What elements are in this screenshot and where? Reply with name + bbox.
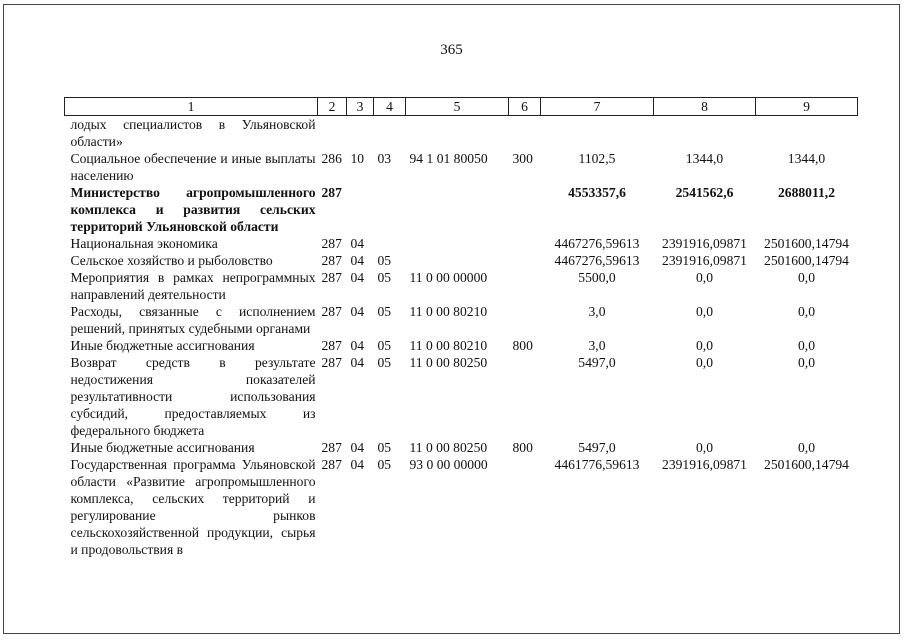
amount-col-8: 0,0 bbox=[696, 304, 713, 319]
row-name: Возврат средств в результате недостижения показателей результативности использования субсидий, предоставляемых из федерального бюджета bbox=[70, 355, 316, 438]
budget-table bbox=[64, 97, 858, 558]
column-header: 6 bbox=[509, 98, 541, 116]
table-row bbox=[65, 184, 858, 235]
target-article-code bbox=[406, 116, 509, 151]
amount-col-8: 2391916,09871 bbox=[662, 457, 747, 472]
row-name: Мероприятия в рамках непрограммных направлений деятельности bbox=[70, 270, 316, 302]
amount-col-9: 0,0 bbox=[798, 440, 815, 455]
amount-col-8 bbox=[654, 116, 756, 151]
amount-col-9: 0,0 bbox=[798, 304, 815, 319]
subsection-code: 05 bbox=[377, 270, 392, 285]
admin-code: 287 bbox=[321, 253, 342, 268]
expense-type-code: 800 bbox=[512, 440, 533, 455]
row-name: Государственная программа Ульяновской области «Развитие агропромышленного комплекса, сельских территорий и регулирование рынков сельскохозяйственной продукции, сырья и продовольствия в bbox=[70, 457, 316, 557]
amount-col-7: 4467276,59613 bbox=[554, 236, 640, 251]
expense-type-code bbox=[509, 235, 541, 252]
row-name: Расходы, связанные с исполнением решений, принятых судебными органами bbox=[70, 304, 316, 336]
expense-type-code bbox=[509, 116, 541, 151]
table-row bbox=[65, 456, 858, 558]
row-name: лодых специалистов в Ульяновской области» bbox=[70, 117, 316, 149]
amount-col-8: 1344,0 bbox=[685, 151, 724, 166]
section-code: 04 bbox=[350, 338, 365, 353]
expense-type-code bbox=[509, 184, 541, 235]
target-article-code: 11 0 00 80250 bbox=[409, 355, 488, 370]
amount-col-8: 2391916,09871 bbox=[662, 236, 747, 251]
row-name: Министерство агропромышленного комплекса и развития сельских территорий Ульяновской области bbox=[70, 185, 316, 234]
amount-col-7: 3,0 bbox=[588, 304, 606, 319]
section-code: 04 bbox=[350, 440, 365, 455]
section-code bbox=[347, 184, 374, 235]
table-row bbox=[65, 116, 858, 151]
amount-col-7: 4461776,59613 bbox=[554, 457, 640, 472]
table-row bbox=[65, 439, 858, 456]
expense-type-code bbox=[509, 269, 541, 303]
row-name: Национальная экономика bbox=[70, 236, 218, 251]
target-article-code: 11 0 00 80210 bbox=[409, 304, 488, 319]
subsection-code: 05 bbox=[377, 338, 392, 353]
amount-col-9: 2688011,2 bbox=[777, 185, 836, 200]
target-article-code: 94 1 01 80050 bbox=[409, 151, 488, 166]
amount-col-8: 0,0 bbox=[696, 440, 713, 455]
column-header: 9 bbox=[756, 98, 858, 116]
document-page bbox=[3, 4, 900, 634]
row-name: Иные бюджетные ассигнования bbox=[70, 338, 255, 353]
column-header: 8 bbox=[654, 98, 756, 116]
subsection-code: 05 bbox=[377, 355, 392, 370]
subsection-code: 05 bbox=[377, 457, 392, 472]
expense-type-code bbox=[509, 303, 541, 337]
table-row bbox=[65, 252, 858, 269]
subsection-code bbox=[374, 116, 406, 151]
column-header: 4 bbox=[374, 98, 406, 116]
subsection-code: 03 bbox=[377, 151, 392, 166]
amount-col-9: 2501600,14794 bbox=[764, 253, 849, 268]
amount-col-9: 0,0 bbox=[798, 355, 815, 370]
table-row bbox=[65, 303, 858, 337]
column-header: 5 bbox=[406, 98, 509, 116]
amount-col-7: 5497,0 bbox=[578, 355, 616, 370]
column-header: 3 bbox=[347, 98, 374, 116]
amount-col-7: 5500,0 bbox=[578, 270, 616, 285]
expense-type-code bbox=[509, 456, 541, 558]
table-body bbox=[65, 116, 858, 559]
admin-code: 287 bbox=[321, 440, 342, 455]
row-name: Социальное обеспечение и иные выплаты населению bbox=[70, 151, 316, 183]
amount-col-7: 1102,5 bbox=[578, 151, 616, 166]
section-code bbox=[347, 116, 374, 151]
page-number: 365 bbox=[440, 42, 463, 58]
admin-code: 287 bbox=[321, 270, 342, 285]
amount-col-9: 0,0 bbox=[798, 270, 815, 285]
section-code: 04 bbox=[350, 355, 365, 370]
row-name: Сельское хозяйство и рыболовство bbox=[70, 253, 273, 268]
admin-code: 286 bbox=[321, 151, 342, 166]
table-row bbox=[65, 269, 858, 303]
table-row bbox=[65, 150, 858, 184]
amount-col-8: 0,0 bbox=[696, 338, 713, 353]
table-row bbox=[65, 354, 858, 439]
target-article-code bbox=[406, 235, 509, 252]
section-code: 04 bbox=[350, 457, 365, 472]
admin-code: 287 bbox=[321, 355, 342, 370]
admin-code: 287 bbox=[321, 185, 342, 200]
target-article-code: 11 0 00 80210 bbox=[409, 338, 488, 353]
section-code: 10 bbox=[350, 151, 365, 166]
column-header: 7 bbox=[541, 98, 654, 116]
amount-col-8: 2391916,09871 bbox=[662, 253, 747, 268]
subsection-code: 05 bbox=[377, 304, 392, 319]
subsection-code bbox=[374, 235, 406, 252]
column-header: 2 bbox=[318, 98, 347, 116]
amount-col-9: 2501600,14794 bbox=[764, 236, 849, 251]
amount-col-9: 1344,0 bbox=[787, 151, 826, 166]
amount-col-7 bbox=[541, 116, 654, 151]
target-article-code: 93 0 00 00000 bbox=[409, 457, 488, 472]
subsection-code: 05 bbox=[377, 253, 392, 268]
expense-type-code bbox=[509, 354, 541, 439]
expense-type-code bbox=[509, 252, 541, 269]
amount-col-7: 5497,0 bbox=[578, 440, 616, 455]
section-code: 04 bbox=[350, 253, 365, 268]
amount-col-7: 3,0 bbox=[588, 338, 606, 353]
subsection-code bbox=[374, 184, 406, 235]
target-article-code bbox=[406, 252, 509, 269]
section-code: 04 bbox=[350, 236, 365, 251]
admin-code bbox=[318, 116, 347, 151]
table-row bbox=[65, 235, 858, 252]
amount-col-9 bbox=[756, 116, 858, 151]
amount-col-9: 2501600,14794 bbox=[764, 457, 849, 472]
admin-code: 287 bbox=[321, 304, 342, 319]
table-header-row bbox=[65, 98, 858, 116]
target-article-code: 11 0 00 00000 bbox=[409, 270, 488, 285]
amount-col-7: 4467276,59613 bbox=[554, 253, 640, 268]
admin-code: 287 bbox=[321, 236, 342, 251]
admin-code: 287 bbox=[321, 457, 342, 472]
section-code: 04 bbox=[350, 304, 365, 319]
row-name: Иные бюджетные ассигнования bbox=[70, 440, 255, 455]
subsection-code: 05 bbox=[377, 440, 392, 455]
admin-code: 287 bbox=[321, 338, 342, 353]
amount-col-7: 4553357,6 bbox=[568, 185, 626, 200]
column-header: 1 bbox=[65, 98, 318, 116]
amount-col-8: 2541562,6 bbox=[675, 185, 734, 200]
target-article-code bbox=[406, 184, 509, 235]
amount-col-8: 0,0 bbox=[696, 355, 713, 370]
target-article-code: 11 0 00 80250 bbox=[409, 440, 488, 455]
section-code: 04 bbox=[350, 270, 365, 285]
table-row bbox=[65, 337, 858, 354]
expense-type-code: 300 bbox=[512, 151, 533, 166]
amount-col-8: 0,0 bbox=[696, 270, 713, 285]
expense-type-code: 800 bbox=[512, 338, 533, 353]
amount-col-9: 0,0 bbox=[798, 338, 815, 353]
